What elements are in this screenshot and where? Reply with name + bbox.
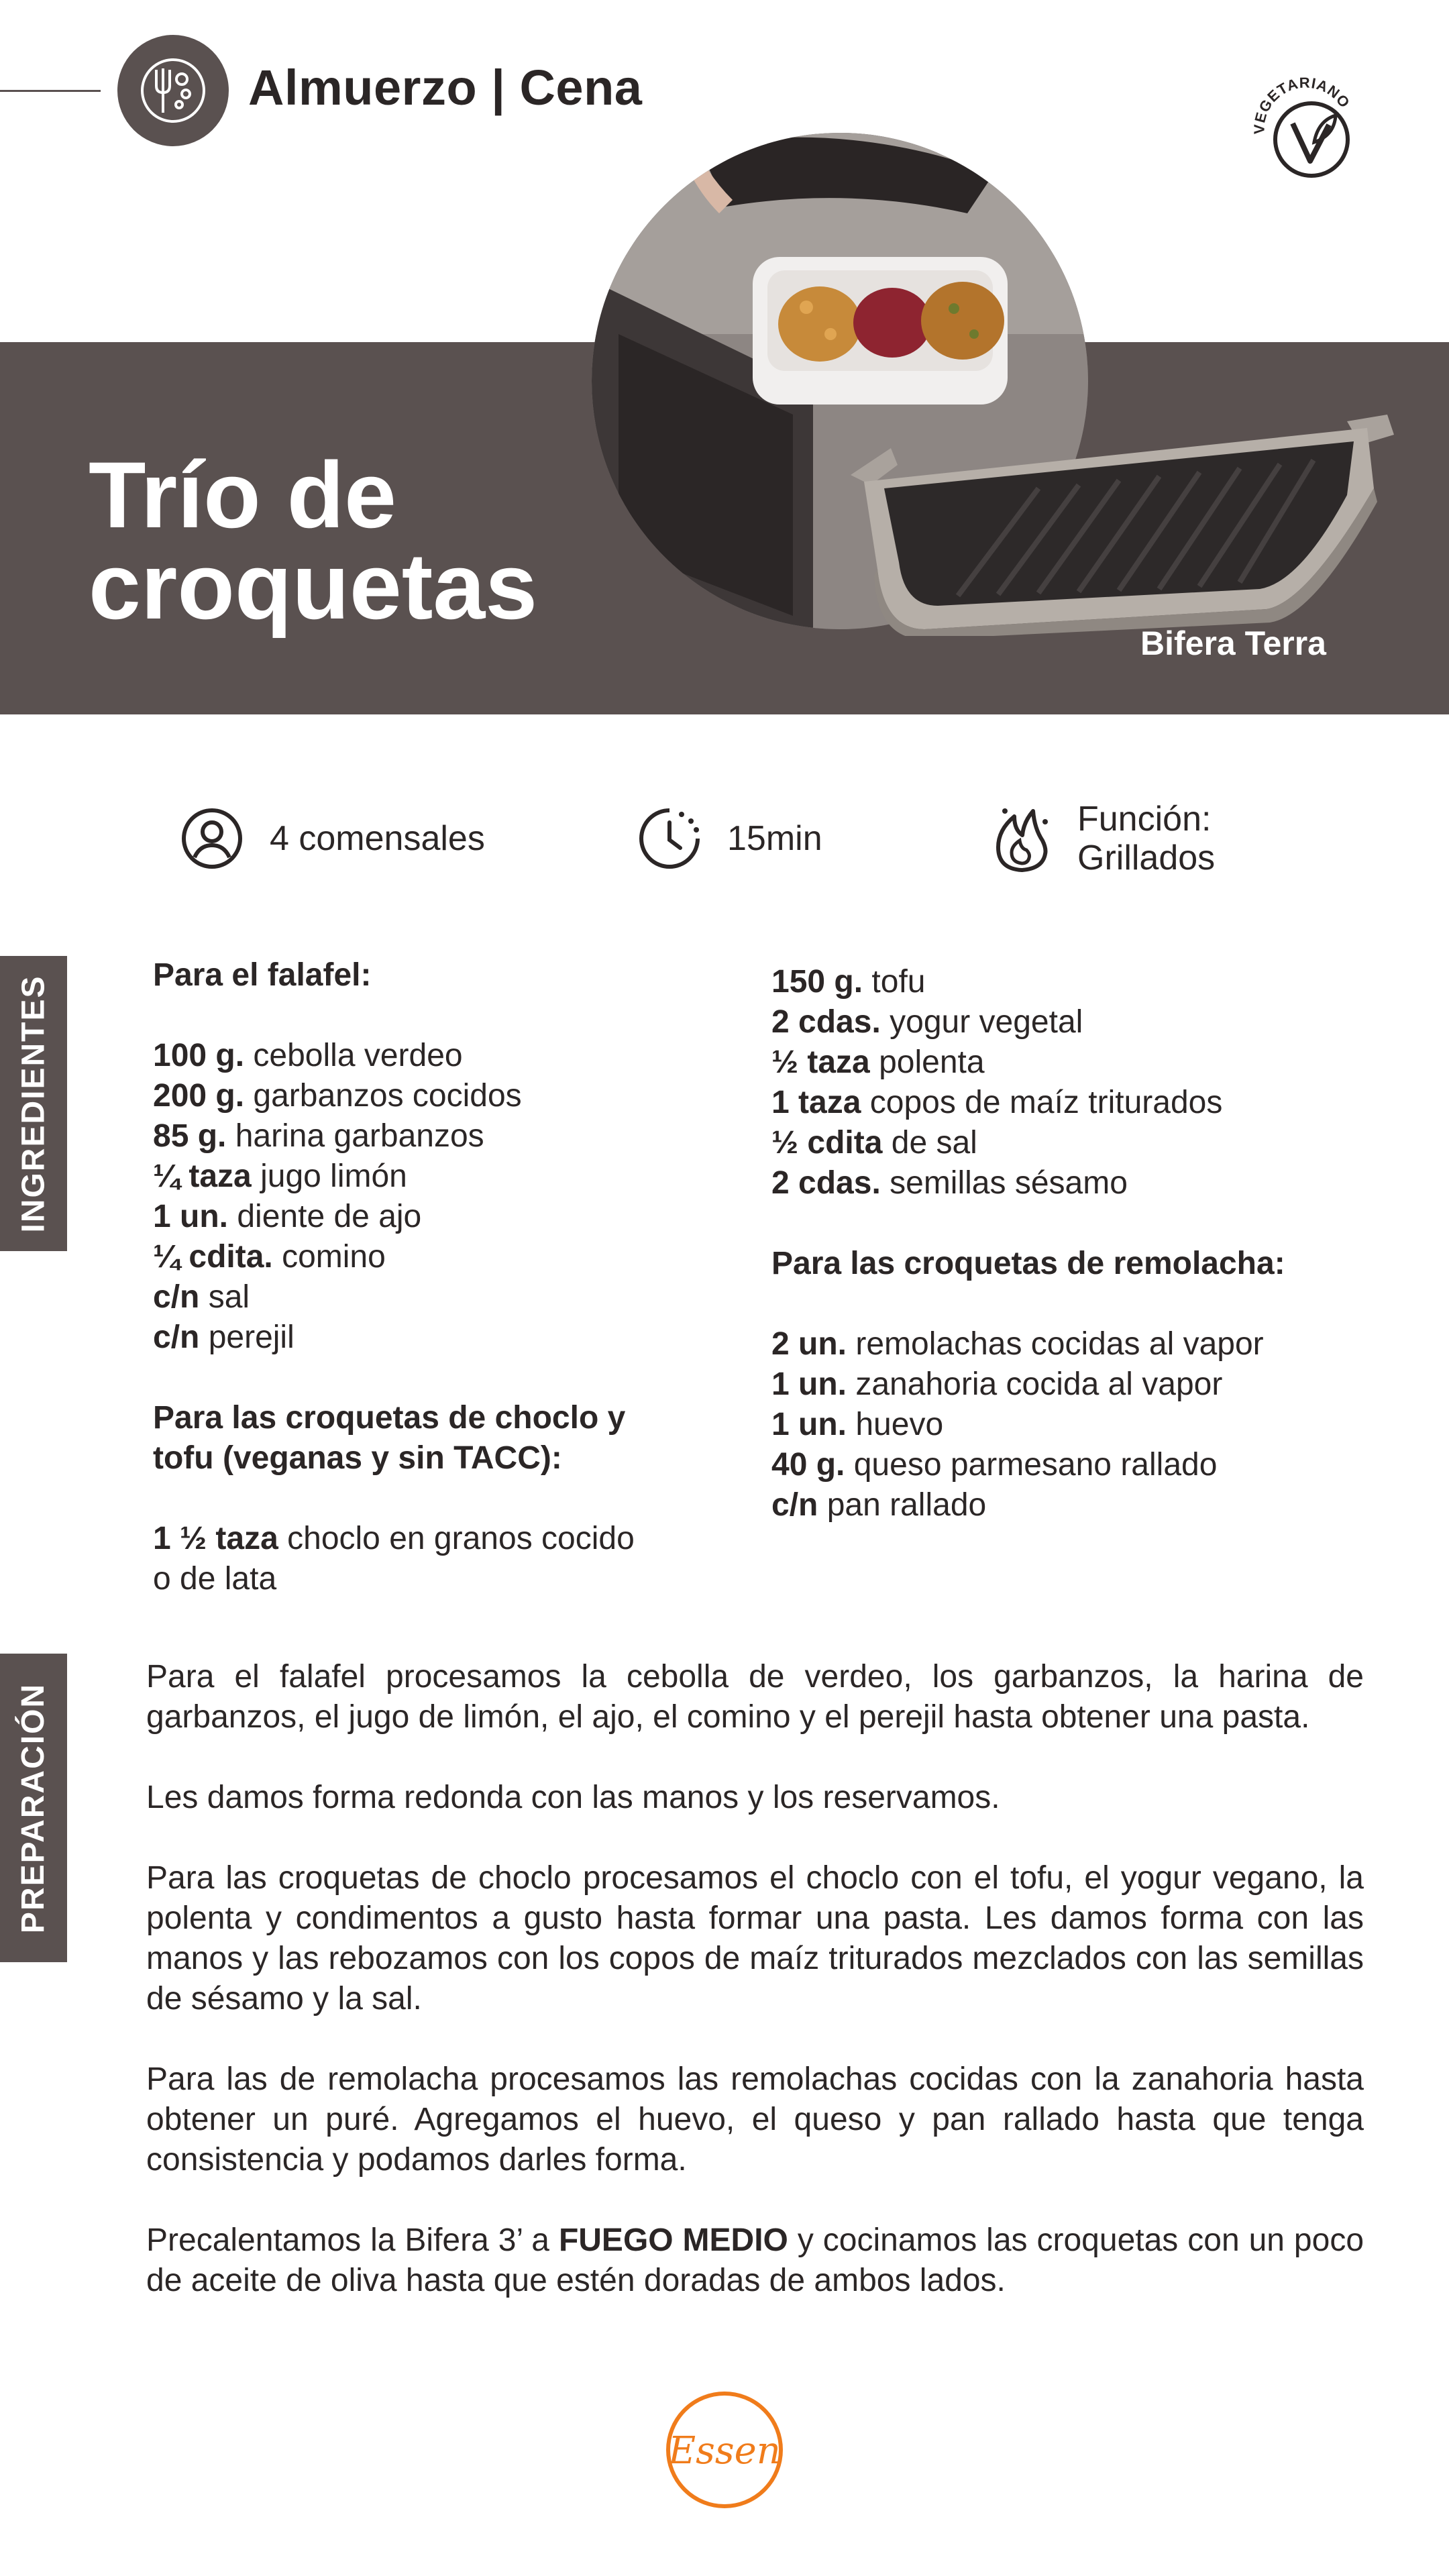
heat-level: FUEGO MEDIO: [558, 2222, 788, 2258]
recipe-title-line-2: croquetas: [89, 533, 538, 639]
ingredient-item-continued: o de lata: [153, 1561, 277, 1597]
ingredient-item: 2 cdas. yogur vegetal: [771, 1004, 1083, 1040]
preparation-step-1: Para el falafel procesamos la cebolla de verdeo, los garbanzos, la harina de garbanzos, el jugo de limón, el ajo, el comino y el perejil hasta obtener una pasta.: [146, 1659, 1364, 1735]
header-rule: [0, 90, 101, 92]
ingredients-tab-label: INGREDIENTES: [15, 974, 52, 1233]
remolacha-heading: Para las croquetas de remolacha:: [771, 1246, 1285, 1281]
preparation-step-2: Les damos forma redonda con las manos y los reservamos.: [146, 1780, 1000, 1815]
preparation-tab-label: PREPARACIÓN: [15, 1682, 52, 1933]
ingredients-right-column: [771, 962, 1285, 1525]
preparation-step-3: Para las croquetas de choclo procesamos el choclo con el tofu, el yogur vegano, la polenta y condimentos a gusto hasta formar una pasta. Les damos forma con las manos y las rebozamos con los copos de maíz triturados mezclados con las semillas de sésamo y la sal.: [146, 1860, 1364, 2017]
ingredient-item: 150 g. tofu: [771, 964, 926, 1000]
ingredient-item: 1 un. diente de ajo: [153, 1199, 422, 1234]
ingredient-item: 85 g. harina garbanzos: [153, 1118, 484, 1154]
function-label: Función:: [1077, 800, 1212, 839]
ingredient-item: 1 un. zanahoria cocida al vapor: [771, 1366, 1223, 1402]
ingredient-item: 40 g. queso parmesano rallado: [771, 1447, 1218, 1483]
function-text: [1077, 800, 1215, 877]
ingredient-item: ½ cdita de sal: [771, 1125, 977, 1161]
ingredient-item: ¼ cdita. comino: [153, 1239, 386, 1275]
essen-logo: [664, 2390, 785, 2510]
ingredient-item: 2 un. remolachas cocidas al vapor: [771, 1326, 1264, 1362]
meal-category: Almuerzo | Cena: [248, 60, 643, 115]
choclo-heading-line-2: tofu (veganas y sin TACC):: [153, 1440, 562, 1476]
vegetarian-badge-icon: [1244, 67, 1365, 188]
recipe-title: [89, 442, 538, 639]
choclo-heading-line-1: Para las croquetas de choclo y: [153, 1400, 626, 1436]
ingredient-item: 100 g. cebolla verdeo: [153, 1038, 463, 1073]
preparation-step-4: Para las de remolacha procesamos las remolachas cocidas con la zanahoria hasta obtener un puré. Agregamos el huevo, el queso y pan rallado hasta que tenga consistencia y podamos darles forma.: [146, 2061, 1364, 2178]
ingredient-item: c/n sal: [153, 1279, 250, 1315]
function-value: Grillados: [1077, 839, 1216, 877]
ingredient-item: 1 ½ taza choclo en granos cocido: [153, 1521, 635, 1556]
ingredient-item: ¼ taza jugo limón: [153, 1159, 407, 1194]
vegetarian-badge-text: VEGETARIANO: [1250, 74, 1354, 135]
product-name: Bifera Terra: [1140, 625, 1326, 662]
falafel-heading: Para el falafel:: [153, 957, 372, 993]
ingredient-item: 1 taza copos de maíz triturados: [771, 1085, 1223, 1120]
user-icon: [180, 806, 244, 871]
flame-icon: [991, 802, 1052, 875]
preparation-tab: [0, 1654, 67, 1962]
bifera-pan-image: [837, 401, 1401, 636]
preparation-text: [146, 1657, 1364, 2301]
function-info: [991, 798, 1215, 879]
servings-text: 4 comensales: [270, 819, 485, 858]
ingredient-item: c/n pan rallado: [771, 1487, 987, 1523]
ingredients-left-column: [153, 955, 635, 1599]
ingredients-tab: [0, 956, 67, 1251]
time-text: 15min: [727, 819, 822, 858]
meal-category-icon: [117, 35, 229, 146]
ingredient-item: 200 g. garbanzos cocidos: [153, 1078, 522, 1114]
preparation-step-5: Precalentamos la Bifera 3’ a FUEGO MEDIO y cocinamos las croquetas con un poco de aceite de oliva hasta que estén doradas de ambos lados.: [146, 2222, 1364, 2298]
recipe-title-line-1: Trío de: [89, 442, 396, 547]
clock-icon: [637, 806, 702, 871]
ingredient-item: 1 un. huevo: [771, 1407, 944, 1442]
essen-logo-text: Essen: [668, 2429, 781, 2473]
servings-info: [180, 798, 485, 879]
ingredient-item: c/n perejil: [153, 1320, 294, 1355]
ingredient-item: ½ taza polenta: [771, 1044, 985, 1080]
ingredient-item: 2 cdas. semillas sésamo: [771, 1165, 1128, 1201]
time-info: [637, 798, 822, 879]
